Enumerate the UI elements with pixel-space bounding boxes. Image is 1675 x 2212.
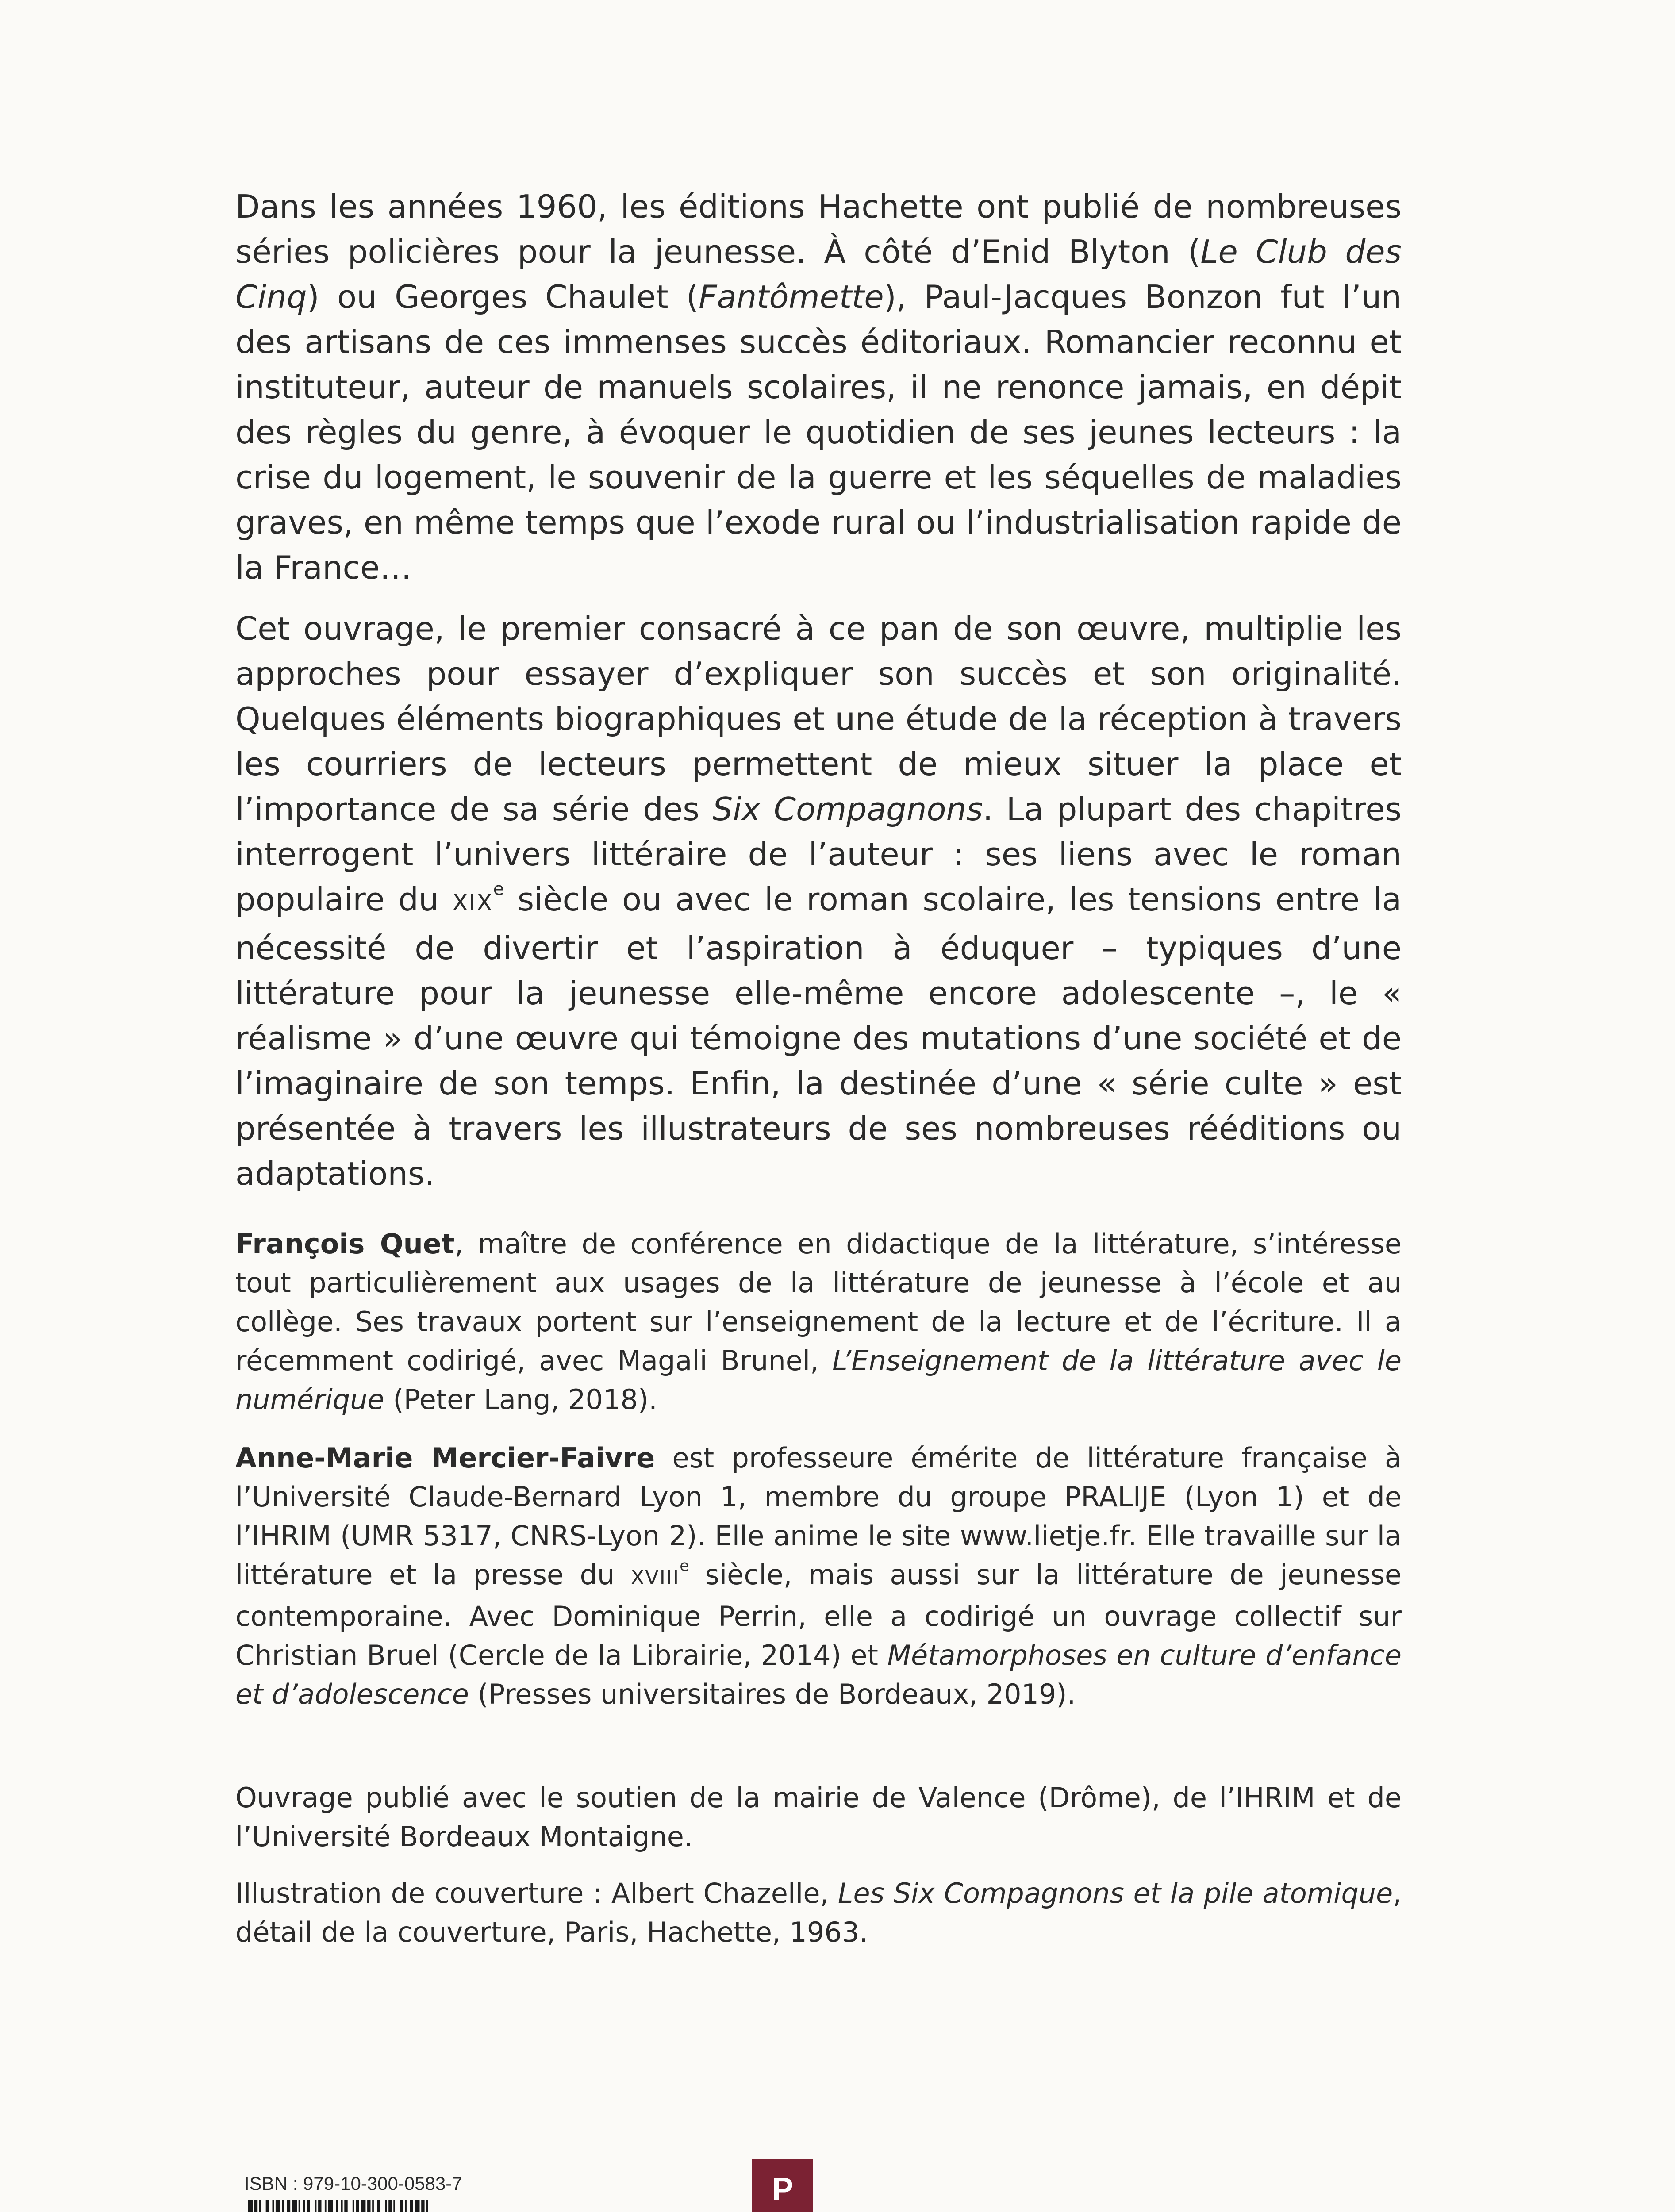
barcode-bar	[248, 2200, 253, 2212]
barcode-bar	[356, 2200, 359, 2212]
barcode-bar	[341, 2200, 343, 2212]
author-bios	[235, 1225, 1402, 1714]
barcode-bar	[292, 2200, 297, 2212]
barcode-bar	[336, 2200, 338, 2212]
isbn-barcode	[244, 2173, 510, 2212]
barcode-bar	[273, 2200, 274, 2212]
barcode-bar	[388, 2200, 392, 2212]
barcode-bar	[415, 2200, 419, 2212]
barcode-bar	[307, 2200, 310, 2212]
barcode-bar	[372, 2200, 374, 2212]
barcode-bar	[377, 2200, 380, 2212]
book-summary	[235, 184, 1402, 1196]
barcode-bar	[299, 2200, 300, 2212]
barcode-icon	[244, 2200, 492, 2212]
barcode-bar	[259, 2200, 261, 2212]
isbn-label: ISBN : 979-10-300-0583-7	[244, 2173, 462, 2194]
barcode-bar	[325, 2200, 327, 2212]
barcode-bar	[303, 2200, 305, 2212]
author-bio-mercier-faivre: Anne-Marie Mercier-Faivre est professeure émérite de littérature française à l’Université Claude-Bernard Lyon 1, membre du groupe PRALIJE (Lyon 1) et de l’IHRIM (UMR 5317, CNRS-Lyon 2). Elle anime le site www.lietje.fr. Elle travaille sur la littérature et la presse du XVIIIe siècle, mais aussi sur la littérature de jeunesse contemporaine. Avec Dominique Perrin, elle a codirigé un ouvrage collectif sur Christian Bruel (Cercle de la Librairie, 2014) et Métamorphoses en culture d’enfance et d’adolescence (Presses universitaires de Bordeaux, 2019).	[235, 1442, 1402, 1710]
barcode-bar	[426, 2200, 428, 2212]
support-note: Ouvrage publié avec le soutien de la mairie de Valence (Drôme), de l’IHRIM et de l’Université Bordeaux Montaigne.	[235, 1782, 1402, 1853]
barcode-bar	[254, 2200, 257, 2212]
barcode-bar	[344, 2200, 347, 2212]
barcode-bar	[405, 2200, 407, 2212]
credits	[235, 1778, 1402, 1952]
summary-paragraph-1: Dans les années 1960, les éditions Hachette ont publié de nombreuses séries policières pour la jeunesse. À côté d’Enid Blyton (Le Club des Cinq) ou Georges Chaulet (Fantômette), Paul-Jacques Bonzon fut l’un des artisans de ces immenses succès éditoriaux. Romancier reconnu et instituteur, auteur de manuels scolaires, il ne renonce jamais, en dépit des règles du genre, à évoquer le quotidien de ses jeunes lecteurs : la crise du logement, le souvenir de la guerre et les séquelles de maladies graves, en même temps que l’exode rural ou l’industrialisation rapide de la France…	[235, 188, 1402, 586]
summary-paragraph-2: Cet ouvrage, le premier consacré à ce pan de son œuvre, multiplie les approches pour essayer d’expliquer son succès et son originalité. Quelques éléments biographiques et une étude de la réception à travers les courriers de lecteurs permettent de mieux situer la place et l’importance de sa série des Six Compagnons. La plupart des chapitres interrogent l’univers littéraire de l’auteur : ses liens avec le roman populaire du XIXe siècle ou avec le roman scolaire, les tensions entre la nécessité de divertir et l’aspiration à éduquer – typiques d’une littérature pour la jeunesse elle-même encore adolescente –, le « réalisme » d’une œuvre qui témoigne des mutations d’une société et de l’imaginaire de son temps. Enfin, la destinée d’une « série culte » est présentée à travers les illustrateurs de ses nombreuses rééditions ou adaptations.	[235, 610, 1402, 1192]
barcode-bar	[328, 2200, 333, 2212]
barcode-bar	[400, 2200, 403, 2212]
barcode-bar	[361, 2200, 365, 2212]
author-bio-quet: François Quet, maître de conférence en didactique de la littérature, s’intéresse tout particulièrement aux usages de la littérature de jeunesse à l’école et au collège. Ses travaux portent sur l’enseignement de la lecture et de l’écriture. Il a récemment codirigé, avec Magali Brunel, L’Enseignement de la littérature avec le numérique (Peter Lang, 2018).	[235, 1228, 1402, 1416]
barcode-bar	[421, 2200, 424, 2212]
barcode-bar	[282, 2200, 284, 2212]
barcode-bar	[353, 2200, 354, 2212]
barcode-bar	[318, 2200, 321, 2212]
barcode-bar	[393, 2200, 395, 2212]
publisher-logo-letter-p: P	[752, 2159, 813, 2212]
barcode-bar	[410, 2200, 413, 2212]
barcode-bar	[266, 2200, 269, 2212]
cover-illustration-credit: Illustration de couverture : Albert Chazelle, Les Six Compagnons et la pile atomique, détail de la couverture, Paris, Hachette, 1963.	[235, 1877, 1402, 1948]
barcode-bar	[287, 2200, 290, 2212]
barcode-bar	[315, 2200, 317, 2212]
barcode-bar	[367, 2200, 370, 2212]
barcode-bar	[276, 2200, 280, 2212]
barcode-bar	[385, 2200, 387, 2212]
